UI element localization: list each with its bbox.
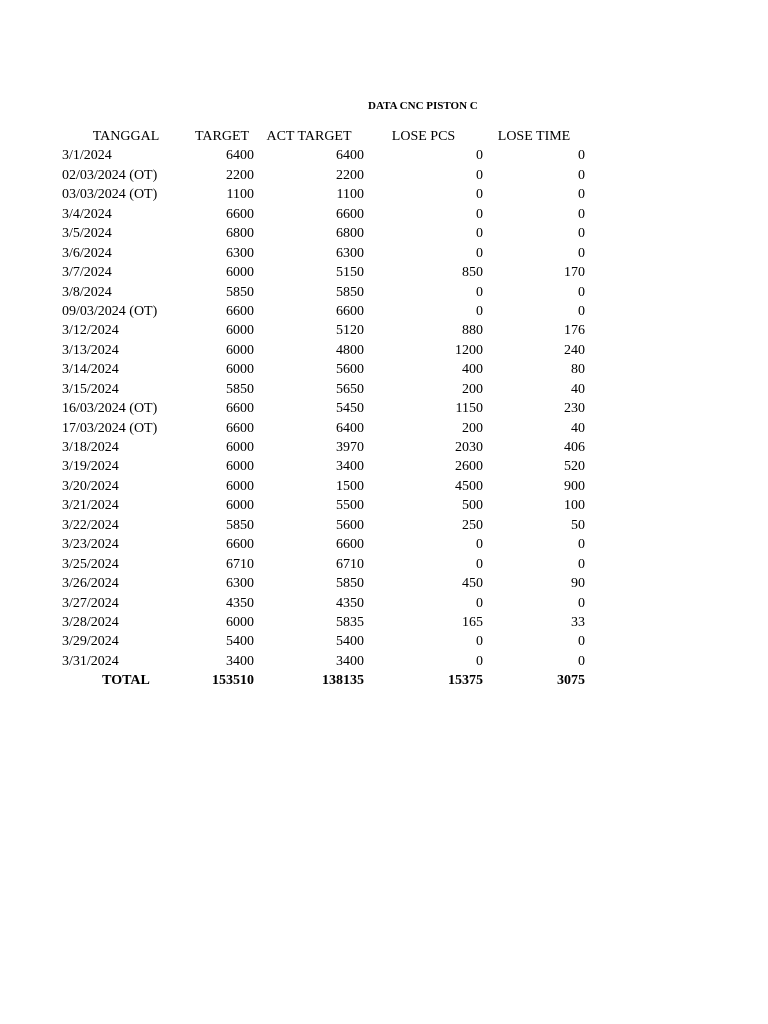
cell-tanggal: 3/4/2024 bbox=[62, 206, 112, 222]
table-row bbox=[0, 360, 768, 379]
table-row bbox=[0, 419, 768, 438]
cell-lose-pcs: 2600 bbox=[455, 459, 483, 475]
cell-act-target: 5150 bbox=[336, 265, 364, 281]
cell-tanggal: 3/19/2024 bbox=[62, 459, 119, 475]
cell-act-target: 6400 bbox=[336, 420, 364, 436]
header-row bbox=[0, 127, 768, 146]
document-title: DATA CNC PISTON C bbox=[368, 100, 478, 112]
cell-target: 6000 bbox=[226, 459, 254, 475]
cell-act-target: 5500 bbox=[336, 498, 364, 514]
cell-target: 6300 bbox=[226, 576, 254, 592]
table-row bbox=[0, 438, 768, 457]
table-row bbox=[0, 185, 768, 204]
cell-lose-time: 240 bbox=[564, 342, 585, 358]
cell-lose-time: 0 bbox=[578, 595, 585, 611]
header-lose-time: LOSE TIME bbox=[497, 129, 571, 144]
cell-lose-pcs: 0 bbox=[476, 284, 483, 300]
table-row bbox=[0, 283, 768, 302]
table-row bbox=[0, 244, 768, 263]
cell-lose-pcs: 0 bbox=[476, 245, 483, 261]
cell-lose-time: 900 bbox=[564, 478, 585, 494]
cell-lose-pcs: 0 bbox=[476, 303, 483, 319]
cell-lose-time: 40 bbox=[571, 381, 585, 397]
cell-tanggal: 3/20/2024 bbox=[62, 478, 119, 494]
cell-lose-time: 40 bbox=[571, 420, 585, 436]
cell-tanggal: 09/03/2024 (OT) bbox=[62, 303, 158, 319]
cell-lose-pcs: 1200 bbox=[455, 342, 483, 358]
cell-lose-pcs: 0 bbox=[476, 556, 483, 572]
table-row bbox=[0, 516, 768, 535]
total-act-target: 138135 bbox=[322, 673, 364, 689]
cell-target: 6300 bbox=[226, 245, 254, 261]
cell-act-target: 5850 bbox=[336, 284, 364, 300]
table-row bbox=[0, 380, 768, 399]
header-target: TARGET bbox=[194, 129, 250, 144]
header-tanggal: TANGGAL bbox=[92, 129, 160, 144]
table-row bbox=[0, 477, 768, 496]
cell-tanggal: 3/29/2024 bbox=[62, 634, 119, 650]
cell-lose-time: 0 bbox=[578, 634, 585, 650]
cell-tanggal: 3/22/2024 bbox=[62, 517, 119, 533]
cell-lose-pcs: 250 bbox=[462, 517, 483, 533]
cell-target: 3400 bbox=[226, 653, 254, 669]
cell-lose-pcs: 850 bbox=[462, 265, 483, 281]
table-row bbox=[0, 535, 768, 554]
cell-lose-pcs: 400 bbox=[462, 362, 483, 378]
cell-lose-time: 0 bbox=[578, 556, 585, 572]
table-row bbox=[0, 224, 768, 243]
cell-tanggal: 3/25/2024 bbox=[62, 556, 119, 572]
cell-lose-pcs: 0 bbox=[476, 187, 483, 203]
cell-act-target: 6600 bbox=[336, 537, 364, 553]
cell-target: 6000 bbox=[226, 342, 254, 358]
cell-lose-pcs: 0 bbox=[476, 595, 483, 611]
cell-act-target: 5400 bbox=[336, 634, 364, 650]
cell-act-target: 5120 bbox=[336, 323, 364, 339]
total-target: 153510 bbox=[212, 673, 254, 689]
cell-lose-pcs: 0 bbox=[476, 653, 483, 669]
table-row bbox=[0, 555, 768, 574]
cell-target: 6000 bbox=[226, 498, 254, 514]
cell-lose-time: 80 bbox=[571, 362, 585, 378]
cell-lose-pcs: 2030 bbox=[455, 440, 483, 455]
cell-tanggal: 3/5/2024 bbox=[62, 226, 112, 242]
cell-target: 5850 bbox=[226, 517, 254, 533]
cell-lose-pcs: 4500 bbox=[455, 478, 483, 494]
cell-act-target: 5850 bbox=[336, 576, 364, 592]
cell-act-target: 5835 bbox=[336, 614, 364, 630]
table-row bbox=[0, 302, 768, 321]
cell-tanggal: 3/21/2024 bbox=[62, 498, 119, 514]
cell-act-target: 2200 bbox=[336, 167, 364, 183]
cell-act-target: 6710 bbox=[336, 556, 364, 572]
cell-tanggal: 3/27/2024 bbox=[62, 595, 119, 611]
cell-target: 6800 bbox=[226, 226, 254, 242]
cell-act-target: 4350 bbox=[336, 595, 364, 611]
cell-target: 6600 bbox=[226, 303, 254, 319]
cell-act-target: 6800 bbox=[336, 226, 364, 242]
cell-tanggal: 3/15/2024 bbox=[62, 381, 119, 397]
cell-lose-pcs: 0 bbox=[476, 634, 483, 650]
cell-act-target: 4800 bbox=[336, 342, 364, 358]
cell-target: 5850 bbox=[226, 381, 254, 397]
cell-lose-pcs: 0 bbox=[476, 226, 483, 242]
cell-act-target: 3400 bbox=[336, 653, 364, 669]
cell-target: 6000 bbox=[226, 265, 254, 281]
table-row bbox=[0, 632, 768, 651]
cell-act-target: 6600 bbox=[336, 206, 364, 222]
cell-act-target: 6600 bbox=[336, 303, 364, 319]
cell-act-target: 3400 bbox=[336, 459, 364, 475]
cell-lose-pcs: 880 bbox=[462, 323, 483, 339]
cell-lose-pcs: 0 bbox=[476, 167, 483, 183]
cell-target: 5400 bbox=[226, 634, 254, 650]
data-table bbox=[0, 127, 768, 691]
cell-target: 4350 bbox=[226, 595, 254, 611]
cell-act-target: 3970 bbox=[336, 440, 364, 455]
cell-tanggal: 17/03/2024 (OT) bbox=[62, 420, 158, 436]
cell-lose-pcs: 0 bbox=[476, 537, 483, 553]
header-lose-pcs: LOSE PCS bbox=[391, 129, 456, 144]
cell-lose-time: 90 bbox=[571, 576, 585, 592]
table-row bbox=[0, 574, 768, 593]
cell-lose-time: 520 bbox=[564, 459, 585, 475]
cell-target: 5850 bbox=[226, 284, 254, 300]
cell-tanggal: 3/6/2024 bbox=[62, 245, 112, 261]
cell-act-target: 5450 bbox=[336, 401, 364, 417]
cell-lose-pcs: 0 bbox=[476, 148, 483, 164]
cell-tanggal: 3/31/2024 bbox=[62, 653, 119, 669]
cell-target: 6000 bbox=[226, 478, 254, 494]
cell-tanggal: 3/18/2024 bbox=[62, 440, 119, 455]
cell-tanggal: 3/14/2024 bbox=[62, 362, 119, 378]
cell-lose-time: 0 bbox=[578, 226, 585, 242]
cell-tanggal: 3/28/2024 bbox=[62, 614, 119, 630]
cell-lose-pcs: 200 bbox=[462, 420, 483, 436]
cell-tanggal: 3/13/2024 bbox=[62, 342, 119, 358]
cell-act-target: 1500 bbox=[336, 478, 364, 494]
cell-lose-time: 0 bbox=[578, 206, 585, 222]
table-row bbox=[0, 263, 768, 282]
cell-act-target: 5600 bbox=[336, 362, 364, 378]
cell-target: 6000 bbox=[226, 362, 254, 378]
cell-target: 6600 bbox=[226, 420, 254, 436]
cell-lose-pcs: 0 bbox=[476, 206, 483, 222]
cell-tanggal: 3/7/2024 bbox=[62, 265, 112, 281]
cell-tanggal: 3/1/2024 bbox=[62, 148, 112, 164]
cell-target: 6600 bbox=[226, 537, 254, 553]
cell-target: 6000 bbox=[226, 440, 254, 455]
cell-lose-time: 230 bbox=[564, 401, 585, 417]
cell-lose-time: 0 bbox=[578, 148, 585, 164]
cell-target: 1100 bbox=[226, 187, 254, 203]
total-label: TOTAL bbox=[102, 673, 150, 689]
cell-target: 6400 bbox=[226, 148, 254, 164]
cell-tanggal: 03/03/2024 (OT) bbox=[62, 187, 158, 203]
table-row bbox=[0, 457, 768, 476]
table-row bbox=[0, 652, 768, 671]
cell-lose-time: 0 bbox=[578, 537, 585, 553]
cell-act-target: 5650 bbox=[336, 381, 364, 397]
cell-tanggal: 3/23/2024 bbox=[62, 537, 119, 553]
table-body bbox=[0, 146, 768, 671]
cell-lose-pcs: 1150 bbox=[455, 401, 483, 417]
cell-act-target: 6400 bbox=[336, 148, 364, 164]
cell-lose-time: 406 bbox=[564, 440, 585, 455]
cell-lose-time: 0 bbox=[578, 187, 585, 203]
header-act-target: ACT TARGET bbox=[266, 129, 352, 144]
cell-lose-time: 0 bbox=[578, 245, 585, 261]
cell-act-target: 1100 bbox=[336, 187, 364, 203]
table-row bbox=[0, 166, 768, 185]
cell-lose-pcs: 500 bbox=[462, 498, 483, 514]
table-row bbox=[0, 205, 768, 224]
cell-tanggal: 16/03/2024 (OT) bbox=[62, 401, 158, 417]
cell-tanggal: 3/12/2024 bbox=[62, 323, 119, 339]
cell-target: 6000 bbox=[226, 614, 254, 630]
table-row bbox=[0, 341, 768, 360]
cell-act-target: 5600 bbox=[336, 517, 364, 533]
cell-target: 2200 bbox=[226, 167, 254, 183]
total-row bbox=[0, 671, 768, 690]
table-row bbox=[0, 321, 768, 340]
cell-lose-time: 50 bbox=[571, 517, 585, 533]
table-row bbox=[0, 613, 768, 632]
cell-act-target: 6300 bbox=[336, 245, 364, 261]
cell-lose-time: 0 bbox=[578, 284, 585, 300]
table-row bbox=[0, 496, 768, 515]
cell-lose-pcs: 200 bbox=[462, 381, 483, 397]
table-row bbox=[0, 594, 768, 613]
cell-lose-time: 33 bbox=[571, 614, 585, 630]
cell-tanggal: 3/8/2024 bbox=[62, 284, 112, 300]
cell-lose-time: 170 bbox=[564, 265, 585, 281]
cell-tanggal: 3/26/2024 bbox=[62, 576, 119, 592]
table-row bbox=[0, 146, 768, 165]
cell-lose-time: 100 bbox=[564, 498, 585, 514]
table-row bbox=[0, 399, 768, 418]
cell-lose-time: 0 bbox=[578, 167, 585, 183]
cell-target: 6710 bbox=[226, 556, 254, 572]
cell-target: 6000 bbox=[226, 323, 254, 339]
cell-target: 6600 bbox=[226, 206, 254, 222]
cell-lose-time: 0 bbox=[578, 653, 585, 669]
cell-lose-pcs: 450 bbox=[462, 576, 483, 592]
cell-lose-time: 0 bbox=[578, 303, 585, 319]
total-lose-pcs: 15375 bbox=[448, 673, 483, 689]
cell-target: 6600 bbox=[226, 401, 254, 417]
cell-lose-time: 176 bbox=[564, 323, 585, 339]
cell-tanggal: 02/03/2024 (OT) bbox=[62, 167, 158, 183]
cell-lose-pcs: 165 bbox=[462, 614, 483, 630]
total-lose-time: 3075 bbox=[557, 673, 585, 689]
